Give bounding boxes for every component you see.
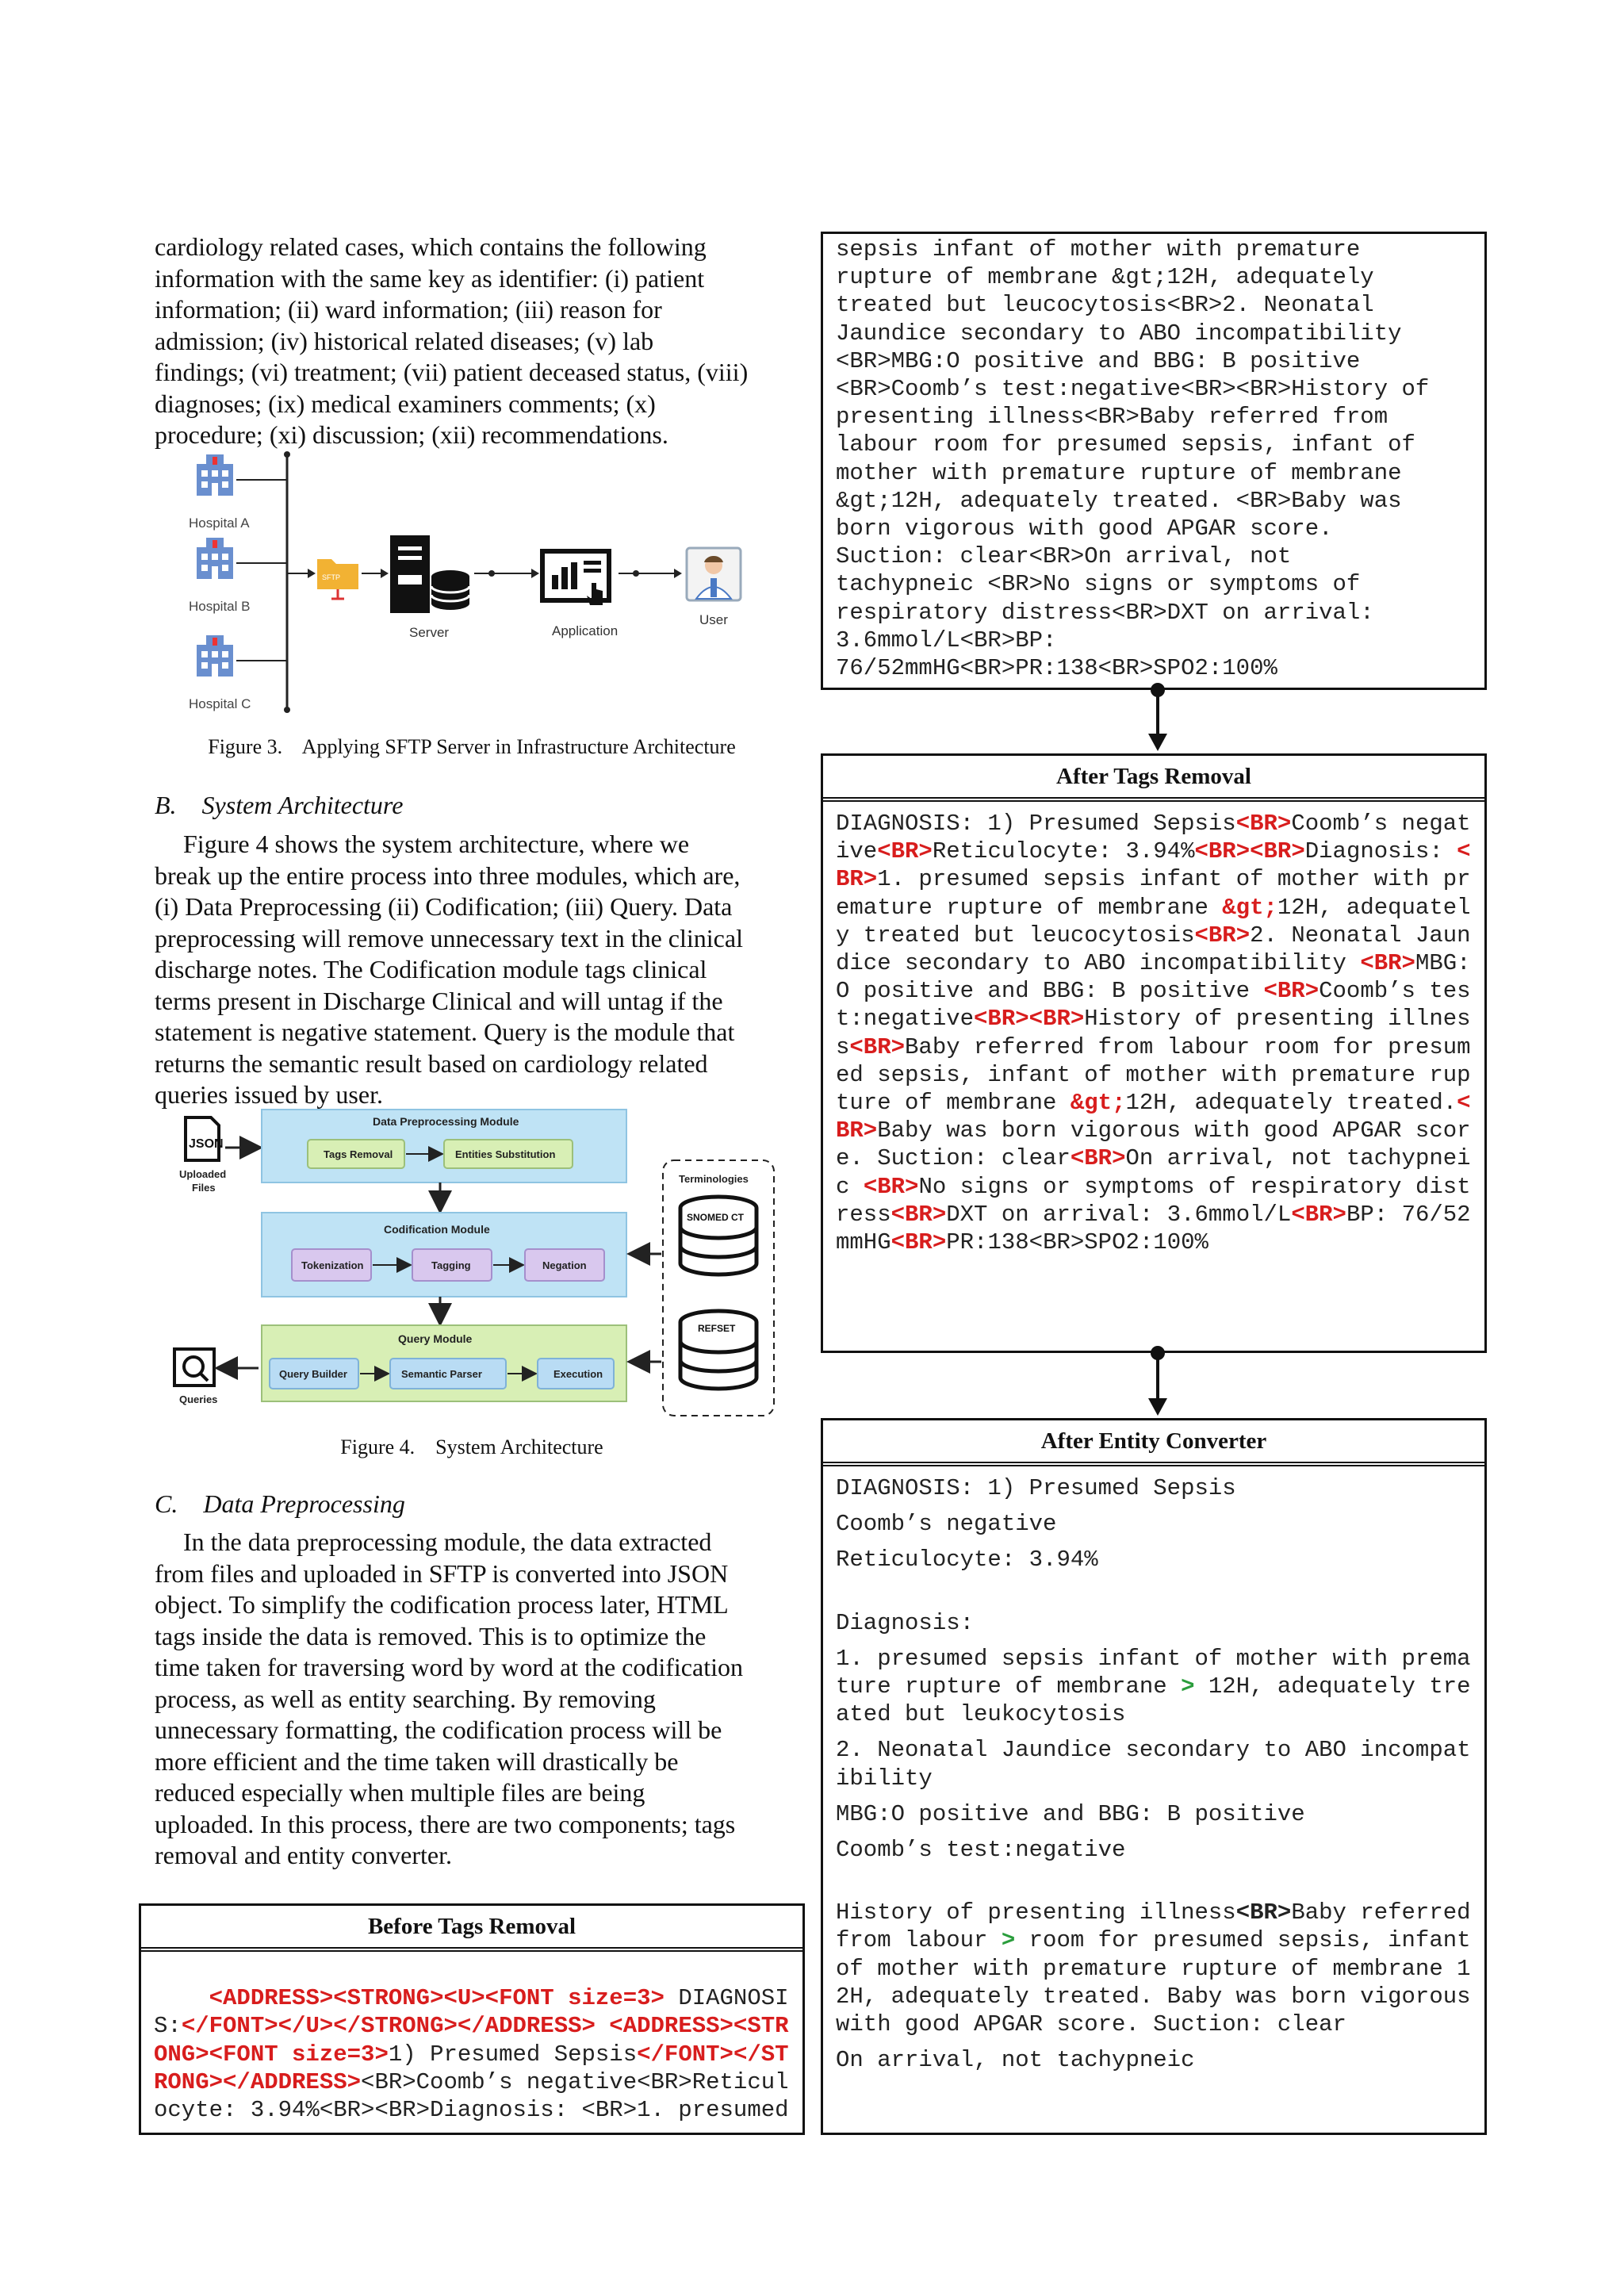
after-tags-removal-title: After Tags Removal [823, 756, 1484, 802]
code-line: <BR>MBG:O positive and BBG: B positive [836, 347, 1361, 374]
application-icon [542, 551, 609, 605]
intro-line: cardiology related cases, which contains the following [155, 232, 707, 261]
after-tags-removal-box [821, 753, 1487, 1353]
after-entity-converter-title: After Entity Converter [823, 1420, 1484, 1466]
before-tags-removal-box [139, 1903, 805, 2135]
user-label: User [699, 612, 728, 627]
intro-line: information; (ii) ward information; (iii) reason for [155, 295, 662, 324]
uploaded-files-label: Uploaded [179, 1168, 227, 1180]
section-b-line: statement is negative statement. Query is the module that [155, 1018, 735, 1046]
plain-text: History of presenting illness [836, 1006, 1471, 1060]
br-tag: <BR> [1194, 922, 1251, 949]
terminologies-label: Terminologies [679, 1173, 749, 1185]
code-line: mother with premature rupture of membrane [836, 459, 1402, 486]
entity-line: Diagnosis: [836, 1609, 975, 1636]
server-label: Server [409, 625, 450, 640]
code-line: presenting illness<BR>Baby referred from [836, 404, 1388, 431]
code-line: Suction: clear<BR>On arrival, not [836, 543, 1292, 570]
section-b-line: discharge notes. The Codification module tags clinical [155, 955, 707, 983]
semantic-parser-label: Semantic Parser [401, 1368, 482, 1380]
intro-line: findings; (vi) treatment; (vii) patient deceased status, (viii) [155, 358, 749, 386]
folder-label: SFTP [322, 573, 341, 581]
entity-line: 2. Neonatal Jaundice secondary to ABO incompatibility [836, 1737, 1471, 1792]
plain-text: <BR>Coomb’s negative<BR>Reticulocyte: 3.94%<BR><BR>Diagnosis: <BR>1. presumed [154, 2068, 789, 2124]
hospital-a-label: Hospital A [189, 516, 250, 531]
br-tag: <BR> [1235, 1899, 1292, 1926]
plain-text: DIAGNOSIS: [154, 1985, 789, 2040]
before-tags-continued-body [823, 234, 1484, 687]
br-tag: <BR> [891, 1229, 947, 1256]
execution-label: Execution [553, 1368, 603, 1380]
code-line: Jaundice secondary to ABO incompatibility [836, 320, 1402, 347]
html-tag-text: <ADDRESS><STRONG><U><FONT size=3> [209, 1985, 665, 2012]
section-c-line: In the data preprocessing module, the data extracted [183, 1527, 712, 1556]
code-line: rupture of membrane &gt;12H, adequately [836, 264, 1374, 291]
tags-removal-label: Tags Removal [324, 1148, 393, 1160]
entity-line: Coomb’s test:negative [836, 1837, 1126, 1864]
plain-text: PR:138<BR>SPO2:100% [946, 1229, 1208, 1256]
figure-3-caption: Figure 3. Applying SFTP Server in Infrastructure Architecture [208, 735, 736, 758]
gt-entity: &gt; [1222, 894, 1277, 921]
plain-text: 12H, adequately treated but leucocytosis [836, 894, 1471, 949]
figure-4-diagram [159, 1106, 793, 1420]
intro-line: admission; (iv) historical related diseases; (v) lab [155, 326, 654, 355]
flow-line [1156, 1353, 1159, 1401]
br-tag: <BR> [836, 1090, 1471, 1144]
plain-text: Reticulocyte: 3.94% [932, 838, 1195, 865]
spacer [836, 1864, 1472, 1899]
intro-line: information with the same key as identifier: (i) patient [155, 263, 705, 293]
before-tags-continued-box [821, 232, 1487, 690]
section-c-paragraph [155, 1527, 789, 1872]
intro-line: diagnoses; (ix) medical examiners comments; (x) [155, 389, 656, 418]
figure-3-diagram [174, 448, 793, 718]
section-c-line: time taken for traversing word by word at the codification [155, 1653, 743, 1681]
entity-line [836, 1899, 1472, 2038]
snomed-label: SNOMED CT [687, 1212, 744, 1223]
br-tag: <BR><BR> [974, 1006, 1085, 1033]
entity-line: Reticulocyte: 3.94% [836, 1547, 1098, 1573]
plain-text: 2. Neonatal Jaundice secondary to ABO incompatibility [836, 922, 1471, 977]
preprocessing-title: Data Preprocessing Module [373, 1115, 519, 1128]
entity-line: Coomb’s negative [836, 1511, 1057, 1538]
negation-label: Negation [542, 1259, 587, 1271]
br-tag: <BR> [1291, 1201, 1346, 1228]
flow-line [1156, 690, 1159, 736]
before-tags-removal-body [141, 1952, 802, 2156]
plain-text: No signs or symptoms of respiratory distress [836, 1173, 1471, 1228]
section-b-paragraph [155, 829, 789, 1111]
plain-text: Baby referred from labour [836, 1899, 1471, 1954]
flow-arrow-head [1148, 1398, 1167, 1416]
br-tag: <BR> [849, 1033, 906, 1060]
plain-text: MBG:O positive and BBG: B positive [836, 950, 1471, 1005]
tagging-label: Tagging [431, 1259, 471, 1271]
query-builder-label: Query Builder [279, 1368, 347, 1380]
plain-text: Coomb’s negative [836, 811, 1471, 865]
plain-text: Baby referred from labour room for presumed sepsis, infant of mother with premature rupture of membrane [836, 1033, 1471, 1117]
section-c-line: more efficient and the time taken will drastically be [155, 1746, 679, 1776]
br-tag: <BR> [1263, 978, 1320, 1005]
uploaded-files-label: Files [192, 1182, 216, 1194]
server-icon [390, 535, 469, 613]
intro-line: procedure; (xi) discussion; (xii) recommendations. [155, 420, 668, 449]
tokenization-label: Tokenization [301, 1259, 364, 1271]
plain-text: Baby was born vigorous with good APGAR score. Suction: clear [836, 1117, 1471, 1172]
br-tag: <BR> [877, 838, 933, 865]
section-b-line: preprocessing will remove unnecessary text in the clinical [155, 923, 743, 953]
intro-paragraph [155, 232, 789, 451]
code-line: &gt;12H, adequately treated. <BR>Baby was [836, 487, 1402, 514]
section-c-line: removal and entity converter. [155, 1841, 452, 1869]
plain-text: On arrival, not tachypneic [836, 1145, 1471, 1200]
code-line: tachypneic <BR>No signs or symptoms of [836, 571, 1361, 598]
entity-line: On arrival, not tachypneic [836, 2047, 1195, 2074]
html-tag-text: </FONT></STRONG></ADDRESS> [154, 2041, 789, 2095]
code-line: <BR>Coomb’s test:negative<BR><BR>History of [836, 376, 1430, 403]
plain-text: 12H, adequately treated. [1125, 1090, 1457, 1117]
code-line: 3.6mmol/L<BR>BP: [836, 627, 1057, 654]
section-c-line: tags inside the data is removed. This is to optimize the [155, 1621, 707, 1650]
snomed-database-icon [680, 1197, 756, 1274]
section-c-line: uploaded. In this process, there are two components; tags [155, 1809, 736, 1838]
queries-icon [174, 1349, 214, 1386]
section-b-line: break up the entire process into three modules, which are, [155, 861, 741, 890]
spacer [836, 1574, 1472, 1609]
br-tag: <BR> [1360, 950, 1415, 977]
hospital-c-label: Hospital C [189, 696, 251, 711]
hospital-b-label: Hospital B [189, 599, 251, 614]
section-b-line: terms present in Discharge Clinical and will untag if the [155, 986, 723, 1015]
br-tag: <BR><BR> [1194, 838, 1305, 865]
query-title: Query Module [398, 1332, 473, 1345]
plain-text: 1) Presumed Sepsis [388, 2041, 638, 2068]
br-tag: <BR> [836, 838, 1471, 893]
before-tags-removal-title: Before Tags Removal [141, 1906, 802, 1952]
section-c-line: reduced especially when multiple files are being [155, 1778, 645, 1807]
code-line: treated but leucocytosis<BR>2. Neonatal [836, 292, 1374, 319]
entities-substitution-label: Entities Substitution [455, 1148, 556, 1160]
hospital-a-icon [197, 454, 233, 496]
br-tag: <BR> [863, 1173, 919, 1200]
hospital-c-icon [197, 635, 233, 677]
sftp-folder-icon [317, 559, 358, 599]
plain-text: History of presenting illness [836, 1899, 1236, 1926]
br-tag: <BR> [1235, 811, 1292, 837]
entity-line: DIAGNOSIS: 1) Presumed Sepsis [836, 1475, 1236, 1501]
code-line: sepsis infant of mother with premature [836, 236, 1361, 263]
figure-4-caption: Figure 4. System Architecture [340, 1435, 603, 1458]
plain-text: BP: 76/52mmHG [836, 1201, 1471, 1256]
hospital-b-icon [197, 538, 233, 579]
gt-symbol: > [1001, 1927, 1016, 1954]
plain-text: 1. presumed sepsis infant of mother with premature rupture of membrane [836, 1645, 1471, 1700]
gt-symbol: > [1181, 1673, 1195, 1700]
gt-entity: &gt; [1070, 1090, 1126, 1117]
json-file-icon [186, 1117, 224, 1160]
plain-text: Diagnosis: [1304, 838, 1457, 865]
queries-label: Queries [179, 1393, 218, 1405]
br-tag: <BR> [891, 1201, 947, 1228]
codification-title: Codification Module [384, 1223, 490, 1236]
after-tags-removal-body [823, 802, 1484, 1261]
after-entity-converter-body [823, 1466, 1484, 2079]
refset-label: REFSET [698, 1323, 736, 1334]
code-line: respiratory distress<BR>DXT on arrival: [836, 599, 1374, 626]
section-c-line: unnecessary formatting, the codification process will be [155, 1715, 722, 1744]
section-c-line: process, as well as entity searching. By removing [155, 1684, 656, 1713]
after-entity-converter-box [821, 1418, 1487, 2135]
section-c-heading: C. Data Preprocessing [155, 1489, 405, 1518]
section-b-heading: B. System Architecture [155, 791, 404, 819]
application-label: Application [552, 623, 619, 638]
section-b-line: returns the semantic result based on cardiology related [155, 1048, 708, 1078]
section-c-line: object. To simplify the codification process later, HTML [155, 1590, 729, 1619]
entity-line: MBG:O positive and BBG: B positive [836, 1800, 1305, 1827]
plain-text: 1. presumed sepsis infant of mother with premature rupture of membrane [836, 866, 1471, 921]
code-line: 76/52mmHG<BR>PR:138<BR>SPO2:100% [836, 655, 1277, 682]
plain-text: 12H, adequately treated but leukocytosis [836, 1673, 1471, 1728]
section-b-line: Figure 4 shows the system architecture, where we [183, 830, 690, 858]
section-c-line: from files and uploaded in SFTP is converted into JSON [155, 1558, 729, 1588]
user-icon [687, 548, 741, 600]
flow-arrow-head [1148, 734, 1167, 751]
html-tag-text: </FONT></U></STRONG></ADDRESS> <ADDRESS><STRONG><FONT size=3> [154, 2013, 789, 2068]
code-line: born vigorous with good APGAR score. [836, 516, 1333, 542]
plain-text: DXT on arrival: 3.6mmol/L [946, 1201, 1292, 1228]
entity-line [836, 1645, 1472, 1729]
section-b-line: queries issued by user. [155, 1080, 383, 1109]
section-b-line: (i) Data Preprocessing (ii) Codification; (iii) Query. Data [155, 892, 733, 921]
json-label: JSON [189, 1137, 224, 1151]
plain-text: Coomb’s test:negative [836, 978, 1471, 1033]
br-tag: <BR> [1070, 1145, 1126, 1172]
code-line: labour room for presumed sepsis, infant of [836, 431, 1415, 458]
plain-text: room for presumed sepsis, infant of mother with premature rupture of membrane 12H, adequately treated. Baby was born vigorous with good APGAR score. Suction: clear [836, 1927, 1471, 2038]
plain-text: DIAGNOSIS: 1) Presumed Sepsis [836, 811, 1236, 837]
